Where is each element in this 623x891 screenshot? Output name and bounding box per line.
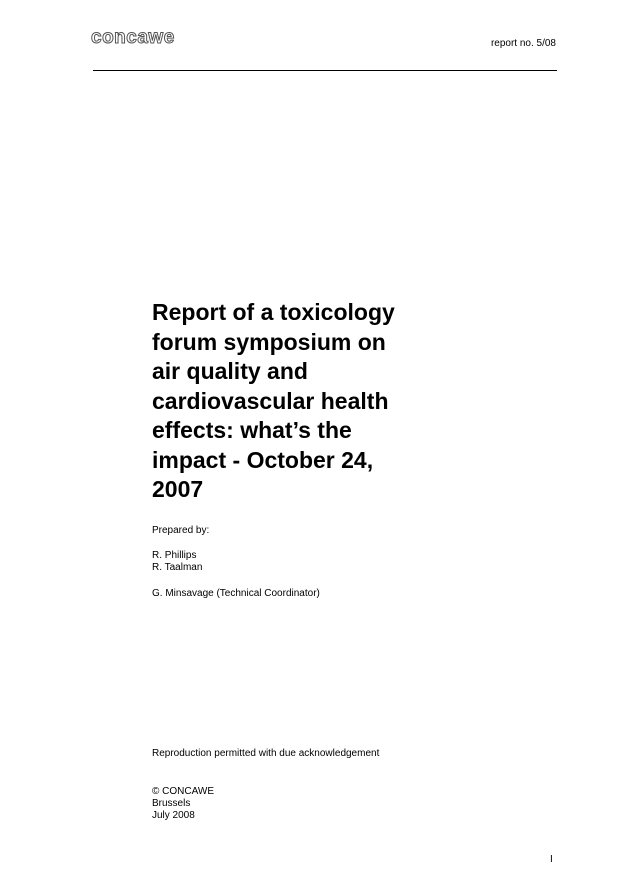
title-line: cardiovascular health (152, 387, 389, 414)
reproduction-notice: Reproduction permitted with due acknowledgement (152, 748, 380, 759)
technical-coordinator: G. Minsavage (Technical Coordinator) (152, 588, 320, 599)
author-list (152, 550, 202, 574)
title-line: air quality and (152, 358, 308, 384)
author-name: R. Phillips (152, 550, 197, 561)
publisher-block (152, 786, 214, 822)
title-line: 2007 (152, 476, 204, 502)
author-name: R. Taalman (152, 562, 203, 573)
report-title (152, 298, 452, 505)
copyright-line: © CONCAWE (152, 786, 214, 797)
publication-date: July 2008 (152, 810, 195, 821)
header-divider (93, 70, 557, 71)
title-line: effects: what’s the (152, 417, 352, 443)
title-line: Report of a toxicology (152, 299, 395, 325)
publisher-city: Brussels (152, 798, 191, 809)
title-line: impact - October 24, (152, 446, 374, 473)
concawe-logo: concawe (91, 27, 175, 48)
title-line: forum symposium on (152, 328, 386, 355)
prepared-by-label: Prepared by: (152, 525, 210, 536)
report-number: report no. 5/08 (490, 38, 556, 49)
page-number: I (550, 854, 553, 865)
